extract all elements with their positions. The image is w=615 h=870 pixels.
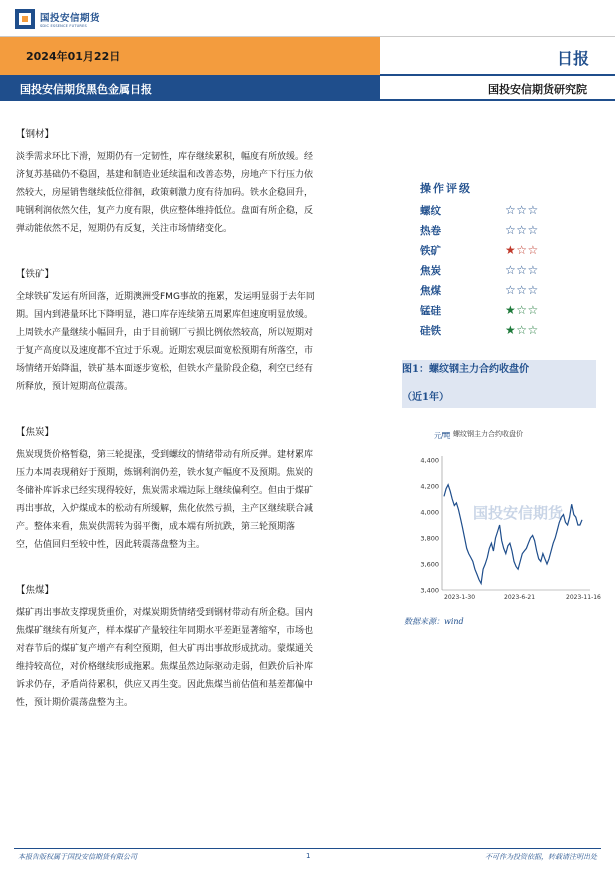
chart-legend: 螺纹钢主力合约收盘价 (453, 430, 523, 438)
rating-row (420, 260, 580, 280)
paragraph-line: 济复苏基础仍不稳固，基建和制造业延续温和改善态势，房地产下行压力依 (16, 170, 314, 180)
y-tick-label: 3,400 (420, 586, 439, 595)
series-line (444, 485, 582, 584)
figure-title-line2: （近1年） (402, 392, 449, 403)
paragraph-line: 诉求仍存，矛盾尚待累积，供应又再生变。因此焦煤当前估值和基差都偏中 (16, 680, 314, 690)
rating-row (420, 280, 580, 300)
y-tick-label: 4,200 (420, 482, 439, 491)
right-divider-top (380, 74, 615, 76)
rating-row (420, 240, 580, 260)
paragraph-line: 冬储补库诉求已经实现得较好，焦炭需求端边际上继续偏利空。但由于煤矿 (16, 486, 314, 496)
paragraph-line: 全球铁矿发运有所回落，近期澳洲受FMG事故的拖累，发运明显弱于去年同 (16, 292, 315, 302)
rating-name: 硅铁 (420, 324, 441, 337)
company-logo (14, 6, 114, 32)
section-title: 【钢材】 (16, 129, 55, 140)
rating-name: 热卷 (420, 224, 441, 237)
figure-title-line1: 图1：螺纹钢主力合约收盘价 (402, 364, 529, 375)
section-paragraph (16, 446, 394, 554)
report-title: 国投安信期货黑色金属日报 (20, 83, 152, 96)
section-title: 【焦煤】 (16, 585, 55, 596)
y-tick-label: 4,400 (420, 456, 439, 465)
rating-stars (505, 223, 539, 237)
x-tick-label: 2023-1-30 (444, 594, 476, 601)
paragraph-line: 于复产高度以及速度都不宜过于乐观。近期宏观层面宽松预期有所落空，市 (16, 346, 314, 356)
section-title: 【焦炭】 (16, 427, 55, 438)
daily-label: 日报 (556, 49, 589, 68)
section-paragraph (16, 288, 394, 396)
rating-stars (505, 243, 539, 257)
paragraph-line: 弹动能依然不足，短期仍有反复，关注市场情绪变化。 (16, 224, 233, 234)
y-tick-label: 3,600 (420, 560, 439, 569)
page-number: 1 (306, 852, 311, 860)
paragraph-line: 性，预计期价震荡盘整为主。 (16, 698, 134, 708)
star-empty-icon: ☆☆☆ (505, 263, 539, 277)
rating-name: 焦煤 (420, 284, 441, 297)
rating-stars (505, 283, 539, 297)
footer-copyright: 本报告版权属于国投安信期货有限公司 (18, 853, 137, 861)
section-0 (16, 126, 394, 238)
y-tick-label: 4,000 (420, 508, 439, 517)
star-filled-icon: ★ (505, 303, 517, 317)
report-date: 2024年01月22日 (26, 50, 121, 63)
rating-row (420, 220, 580, 240)
rating-row (420, 320, 580, 340)
rating-stars (505, 303, 539, 317)
rating-title: 操作评级 (420, 182, 472, 195)
star-filled-icon: ★ (505, 323, 517, 337)
x-tick-label: 2023-6-21 (504, 594, 536, 601)
section-3 (16, 582, 394, 712)
rating-name: 铁矿 (420, 244, 441, 257)
footer-disclaimer: 不可作为投资依据，转载请注明出处 (485, 853, 597, 861)
chart-unit-label: 元/吨 (434, 432, 451, 440)
figure-source: 数据来源：wind (404, 617, 464, 626)
rating-stars (505, 203, 539, 217)
footer-divider (14, 848, 601, 849)
paragraph-line: 淡季需求环比下滑，短期仍有一定韧性，库存继续累积，幅度有所放缓。经 (16, 152, 314, 162)
rating-name: 焦炭 (420, 264, 441, 277)
y-tick-label: 3,800 (420, 534, 439, 543)
section-title: 【铁矿】 (16, 269, 55, 280)
star-empty-icon: ☆☆ (516, 303, 539, 317)
rating-stars (505, 323, 539, 337)
section-paragraph (16, 604, 394, 712)
rating-name: 螺纹 (420, 204, 441, 217)
section-paragraph (16, 148, 394, 238)
paragraph-line: 所释放，预计短期高位震荡。 (16, 382, 134, 392)
logo-cn: 国投安信期货 (40, 13, 101, 24)
paragraph-line: 焦煤矿继续有所复产，样本煤矿产量较往年同期水平差距显著缩窄，市场也 (16, 626, 314, 636)
section-2 (16, 424, 394, 554)
paragraph-line: 维持较高位，对价格继续形成拖累。焦煤虽然边际驱动走弱，但跌价后补库 (16, 662, 314, 672)
paragraph-line: 再出事故，入炉煤成本的松动有所缓解，焦化依然亏损，主产区继续联合减 (16, 504, 314, 514)
rating-stars (505, 263, 539, 277)
rebar-price-chart (402, 412, 601, 608)
operation-rating (420, 180, 580, 340)
star-empty-icon: ☆☆☆ (505, 203, 539, 217)
paragraph-line: 对春节后的煤矿复产增产有利空预期，但大矿再出事故形成扰动。蒙煤通关 (16, 644, 314, 654)
figure-title (402, 356, 602, 412)
rating-name: 锰硅 (420, 304, 441, 317)
paragraph-line: 产。整体来看，焦炭供需转为弱平衡，成本端有所抗跌，第三轮预期落 (16, 522, 296, 532)
paragraph-line: 上周铁水产量继续小幅回升，由于目前钢厂亏损比例依然较高，所以短期对 (16, 328, 314, 338)
star-filled-icon: ★ (505, 243, 517, 257)
star-empty-icon: ☆☆☆ (505, 283, 539, 297)
paragraph-line: 然较大，房屋销售继续低位徘徊，政策刺激力度有待加码。铁水企稳回升， (16, 188, 314, 198)
x-tick-label: 2023-11-16 (566, 594, 601, 601)
paragraph-line: 期。国内到港量环比下降明显，港口库存连续第五周累库但速度明显放缓。 (16, 310, 314, 320)
star-empty-icon: ☆☆ (516, 243, 539, 257)
institute-name: 国投安信期货研究院 (488, 83, 587, 96)
star-empty-icon: ☆☆ (516, 323, 539, 337)
paragraph-line: 焦炭现货价格暂稳，第三轮提涨，受到螺纹的情绪带动有所反弹。建材累库 (16, 450, 314, 460)
chart-watermark: 国投安信期货 (472, 504, 564, 522)
section-1 (16, 266, 394, 396)
paragraph-line: 煤矿再出事故支撑现货重价，对煤炭期货情绪受到钢材带动有所企稳。国内 (16, 608, 314, 618)
rating-row (420, 200, 580, 220)
paragraph-line: 场情绪开始降温，铁矿基本面逐步宽松，但铁水产量阶段企稳，利空已经有 (16, 364, 314, 374)
main-content (16, 126, 394, 740)
right-divider-bottom (380, 99, 615, 101)
paragraph-line: 吨钢利润依然欠佳，复产力度有限，供应整体维持低位。盘面有所企稳，反 (16, 206, 314, 216)
star-empty-icon: ☆☆☆ (505, 223, 539, 237)
paragraph-line: 压力本周表现稍好于预期，炼钢利润仍差，铁水复产幅度不及预期。焦炭的 (16, 468, 314, 478)
logo-en: SDIC ESSENCE FUTURES (40, 24, 87, 28)
logo-mark-icon (14, 8, 36, 30)
paragraph-line: 空，估值回归至较中性，因此转震荡盘整为主。 (16, 540, 206, 550)
rating-row (420, 300, 580, 320)
